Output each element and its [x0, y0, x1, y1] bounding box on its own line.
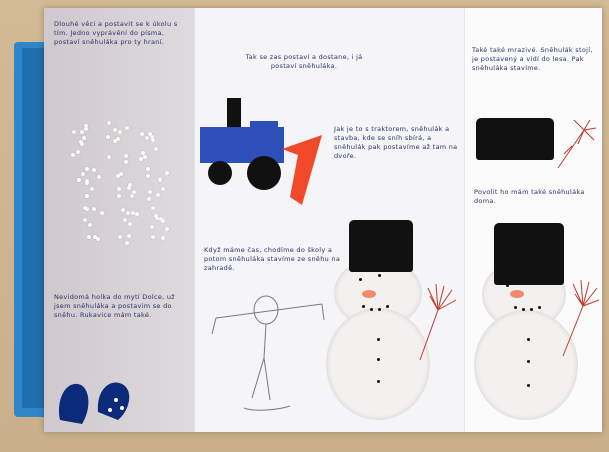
- braille-dot: [71, 153, 75, 157]
- braille-dot: [80, 130, 84, 134]
- snowman-mouth-dot: [386, 305, 389, 308]
- braille-dot: [117, 194, 121, 198]
- braille-dot: [143, 155, 147, 159]
- braille-dot: [161, 219, 165, 223]
- tactile-book-page: [44, 8, 602, 432]
- braille-dot: [124, 160, 128, 164]
- braille-dot: [113, 128, 117, 132]
- braille-dot: [85, 167, 89, 171]
- braille-dot: [93, 235, 97, 239]
- braille-dot: [90, 187, 94, 191]
- snowman-button: [527, 384, 530, 387]
- snowman-broom-drawing: [559, 276, 601, 360]
- snowman-button: [377, 380, 380, 383]
- braille-dot: [117, 187, 121, 191]
- braille-dot: [113, 139, 117, 143]
- braille-dot: [118, 235, 122, 239]
- middle-lower-handwriting: Když máme čas, chodíme do školy a potom sněhuláka stavíme ze sněhu na zahradě.: [204, 246, 341, 272]
- braille-dot: [146, 174, 150, 178]
- braille-dot: [72, 130, 76, 134]
- right-middle-handwriting: Povolit ho mám také sněhuláka doma.: [474, 188, 585, 205]
- braille-dot: [126, 211, 130, 215]
- braille-dot: [79, 140, 83, 144]
- braille-dot: [145, 136, 149, 140]
- snowman-mouth-dot: [378, 308, 381, 311]
- braille-dot: [123, 218, 127, 222]
- braille-dot: [76, 150, 80, 154]
- braille-dot: [165, 227, 169, 231]
- braille-dot: [127, 186, 131, 190]
- braille-dot: [107, 121, 111, 125]
- braille-dot: [106, 135, 110, 139]
- snowman-body: [326, 308, 430, 420]
- braille-dot: [148, 190, 152, 194]
- braille-dot: [87, 235, 91, 239]
- snowman-eye: [506, 284, 509, 287]
- middle-top-handwriting: Tak se zas postaví a dostane, i já postaví sněhuláka.: [245, 53, 363, 70]
- snowman-eye: [359, 278, 362, 281]
- braille-dot: [82, 136, 86, 140]
- right-top-handwriting: Také také mrazivé. Sněhulák stojí, je postavený a vidí do lesa. Pak sněhuláka stavíme.: [472, 46, 593, 72]
- mittens-cutout: [52, 360, 152, 430]
- snowman-mouth-dot: [370, 308, 373, 311]
- braille-dot: [97, 175, 101, 179]
- snowman-nose: [362, 290, 376, 298]
- snowman-mouth-dot: [362, 305, 365, 308]
- braille-dot: [100, 211, 104, 215]
- snowman-mouth-dot: [538, 306, 541, 309]
- braille-dot: [125, 126, 129, 130]
- snowman-mouth-dot: [514, 306, 517, 309]
- braille-dot: [124, 154, 128, 158]
- braille-dot: [83, 206, 87, 210]
- braille-dot: [154, 147, 158, 151]
- braille-dot: [147, 197, 151, 201]
- braille-dot: [118, 130, 122, 134]
- braille-dot: [107, 155, 111, 159]
- snowman-broom-drawing: [416, 280, 460, 366]
- braille-dot: [85, 194, 89, 198]
- braille-dot: [161, 236, 165, 240]
- braille-dot: [132, 190, 136, 194]
- braille-dot: [88, 223, 92, 227]
- tractor-cutout: [194, 93, 334, 233]
- braille-dot: [135, 212, 139, 216]
- snowman-button: [377, 358, 380, 361]
- stick-figure-drawing: [204, 288, 334, 428]
- braille-dot: [158, 178, 162, 182]
- snowman-mouth-dot: [522, 308, 525, 311]
- braille-dot: [116, 174, 120, 178]
- braille-dot: [151, 138, 155, 142]
- snowman-mouth-dot: [530, 308, 533, 311]
- snowman-button: [527, 338, 530, 341]
- braille-dot: [151, 235, 155, 239]
- braille-dot: [83, 218, 87, 222]
- braille-dot: [161, 187, 165, 191]
- braille-dot: [85, 179, 89, 183]
- fold-line: [464, 8, 465, 432]
- braille-dot: [84, 127, 88, 131]
- braille-dot: [81, 172, 85, 176]
- hat-cutout: [476, 118, 554, 160]
- broom-drawing: [554, 118, 598, 174]
- braille-dot: [156, 193, 160, 197]
- left-bottom-handwriting: Nevidomá holka do mytí Dolce, už jsem sněhuláka a postavim se do sněhu. Rukavice mám také.: [54, 293, 175, 319]
- left-top-handwriting: Dlouhé věci a postavit se k úkolu s tím. Jedno vyprávění do písma, postaví sněhuláka pro ty hraní.: [54, 20, 178, 46]
- braille-dot: [130, 194, 134, 198]
- braille-dot: [92, 207, 96, 211]
- braille-dot: [140, 132, 144, 136]
- middle-right-handwriting: Jak je to s traktorem, sněhulák a stavba, kde se sníh sbírá, a sněhulák pak postavíme až tam na dvoře.: [334, 125, 458, 160]
- braille-dot: [148, 132, 152, 136]
- snowman-button: [377, 338, 380, 341]
- snowman-nose: [510, 290, 524, 298]
- braille-dot: [127, 234, 131, 238]
- braille-dot: [146, 167, 150, 171]
- braille-dot: [77, 178, 81, 182]
- snowman-button: [527, 360, 530, 363]
- braille-dot: [131, 211, 135, 215]
- braille-dot: [128, 222, 132, 226]
- braille-dot: [150, 225, 154, 229]
- snowman-eye: [378, 274, 381, 277]
- snowman-hat: [349, 220, 413, 272]
- braille-dot: [92, 168, 96, 172]
- braille-dots: [62, 116, 177, 256]
- snowman-eye: [528, 282, 531, 285]
- braille-dot: [125, 241, 129, 245]
- snowman-hat: [494, 223, 564, 285]
- braille-dot: [154, 214, 158, 218]
- braille-dot: [151, 206, 155, 210]
- braille-dot: [121, 208, 125, 212]
- braille-dot: [165, 171, 169, 175]
